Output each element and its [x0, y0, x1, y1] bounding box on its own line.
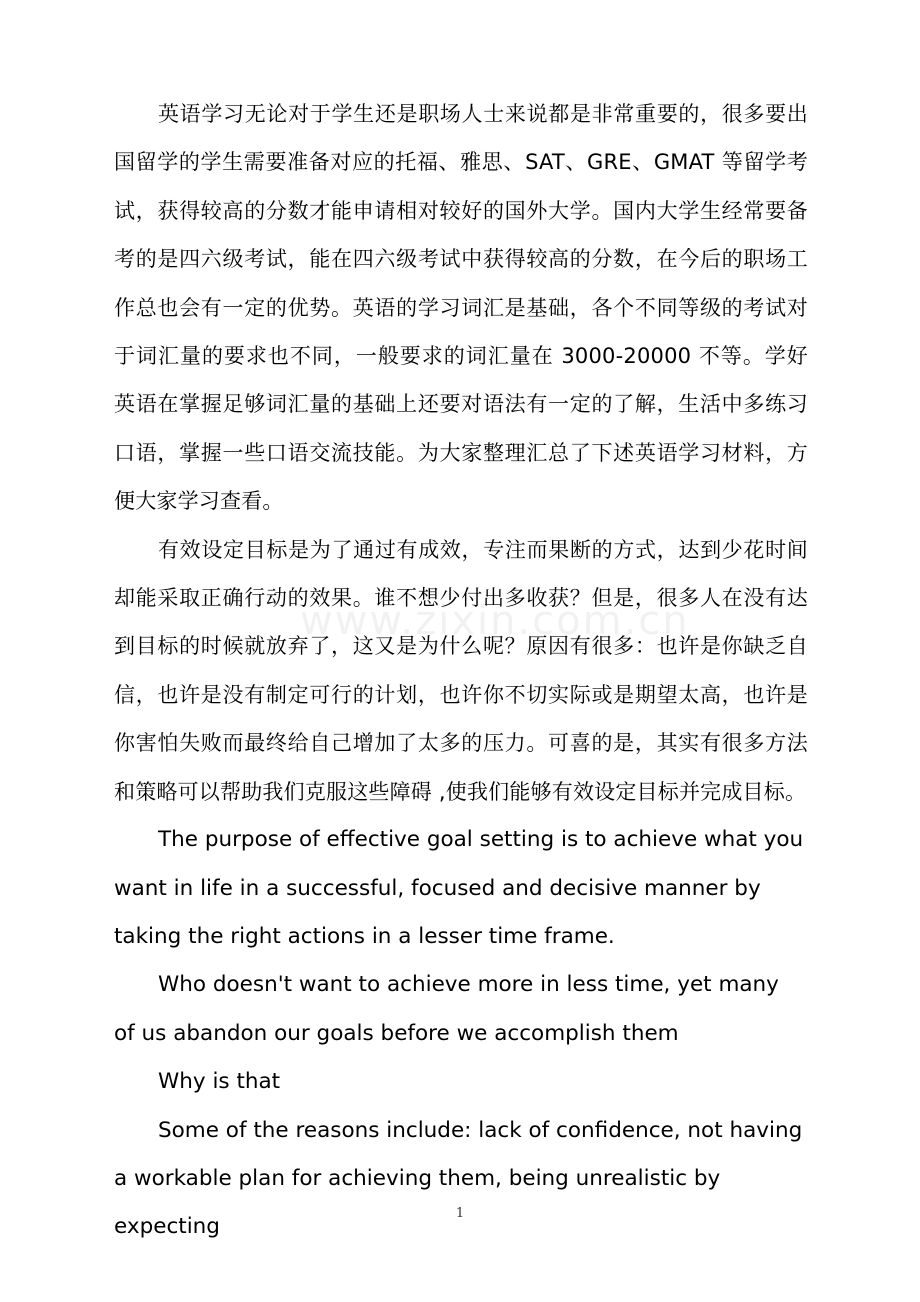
- paragraph-goal-setting-cn: 有效设定目标是为了通过有成效，专注而果断的方式，达到少花时间却能采取正确行动的效果。谁不想少付出多收获？但是，很多人在没有达到目标的时候就放弃了，这又是为什么呢？原因有很多：也许是你缺乏自信，也许是没有制定可行的计划，也许你不切实际或是期望太高，也许是你害怕失败而最终给自己增加了太多的压力。可喜的是，其实有很多方法和策略可以帮助我们克服这些障碍 ,使我们能够有效设定目标并完成目标。: [114, 537, 808, 804]
- paragraph-why-is-that: Why is that: [158, 1069, 281, 1095]
- paragraph-who-doesnt-want: Who doesn't want to achieve more in less time, yet many of us abandon our goals before we accomplish them: [114, 972, 807, 1046]
- watermark: www.zixin.com.cn: [300, 598, 690, 644]
- paragraph-goal-setting-en: The purpose of effective goal setting is to achieve what you want in life in a successful, focused and decisive manner by taking the right actions in a lesser time frame.: [114, 827, 804, 949]
- paragraph-reasons: Some of the reasons include: lack of confidence, not having a workable plan for achieving them, being unrealistic by expecting: [114, 1117, 803, 1240]
- page-number: 1: [455, 1206, 465, 1221]
- paragraph-intro: 英语学习无论对于学生还是职场人士来说都是非常重要的，很多要出国留学的学生需要准备对应的托福、雅思、SAT、GRE、GMAT 等留学考试，获得较高的分数才能申请相对较好的国外大学。国内大学生经常要备考的是四六级考试，能在四六级考试中获得较高的分数，在今后的职场工作总也会有一定的优势。英语的学习词汇是基础，各个不同等级的考试对于词汇量的要求也不同，一般要求的词汇量在 3000-20000 不等。学好英语在掌握足够词汇量的基础上还要对语法有一定的了解，生活中多练习口语，掌握一些口语交流技能。为大家整理汇总了下述英语学习材料，方便大家学习查看。: [114, 102, 808, 514]
- document-body: [114, 90, 808, 1252]
